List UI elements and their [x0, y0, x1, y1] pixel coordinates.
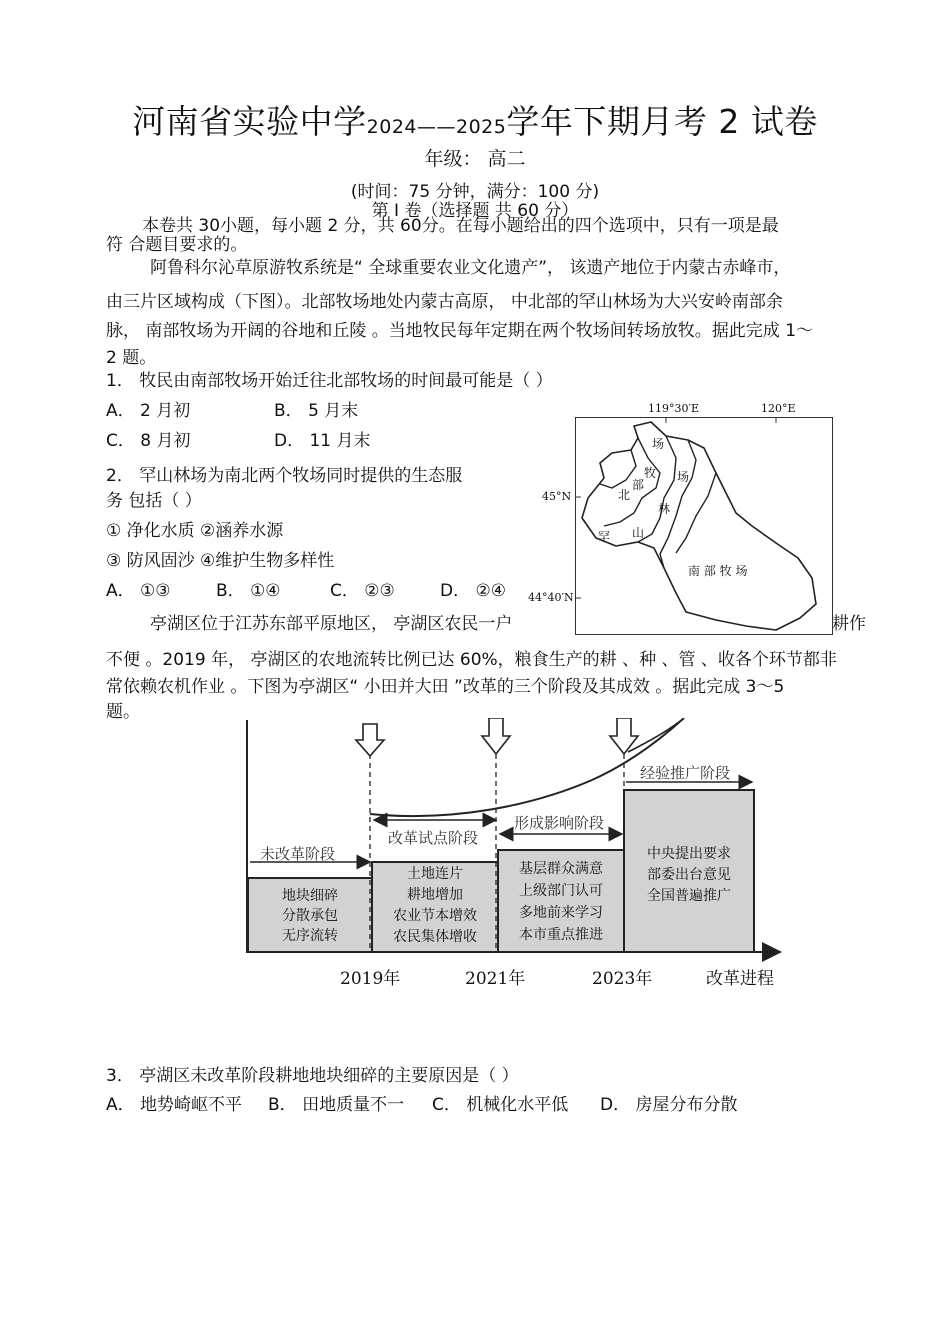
box-influence-line: 多地前来学习: [519, 905, 603, 921]
box-influence-line: 上级部门认可: [519, 883, 603, 899]
box-pilot-line: 农民集体增收: [393, 929, 477, 945]
stage-label-unreformed: 未改革阶段: [260, 845, 336, 863]
time-info: (时间：75 分钟，满分：100 分): [350, 182, 600, 202]
passage2-line4: 题。: [106, 702, 140, 722]
passage2-line1-end: 耕作: [832, 614, 866, 634]
title-term: 学年下期月考 2 试卷: [506, 102, 818, 141]
q2-option-b[interactable]: B． ①④: [216, 581, 281, 601]
year-label-2021: 2021年: [465, 969, 526, 989]
title-years: 2024——2025: [366, 116, 507, 138]
instructions-line2: 符 合题目要求的。: [106, 235, 248, 255]
passage1-line3: 脉， 南部牧场为开阔的谷地和丘陵 。当地牧民每年定期在两个牧场间转场放牧。据此完成 1～: [106, 321, 814, 341]
q3-option-a[interactable]: A． 地势崎岖不平: [106, 1095, 243, 1115]
box-unreformed-line: 分散承包: [282, 908, 338, 924]
map-label-pasture-char-1: 场: [652, 437, 665, 451]
map-longitude-1: 119°30′E: [648, 402, 700, 415]
box-unreformed: [248, 886, 372, 946]
q2-stem-line1: 2． 罕山林场为南北两个牧场同时提供的生态服: [106, 466, 463, 486]
stage-label-pilot: 改革试点阶段: [388, 829, 479, 847]
year-label-2019: 2019年: [340, 969, 401, 989]
map-outline: [576, 418, 832, 634]
map-label-forest-char-1: 罕: [598, 530, 611, 544]
q3-option-b[interactable]: B． 田地质量不一: [268, 1095, 405, 1115]
box-influence-line: 基层群众满意: [519, 861, 603, 877]
box-promotion: [624, 844, 754, 907]
axis-label-reform-progress: 改革进程: [706, 969, 774, 989]
box-unreformed-line: 地块细碎: [282, 888, 338, 904]
q3-option-c[interactable]: C． 机械化水平低: [432, 1095, 569, 1115]
map-label-forest-char-3: 林: [658, 502, 671, 516]
box-pilot-line: 耕地增加: [407, 887, 463, 903]
map-longitude-2: 120°E: [761, 402, 796, 415]
map-label-north-char-1: 北: [618, 488, 631, 502]
q2-option-a[interactable]: A． ①③: [106, 581, 171, 601]
stage-label-promotion: 经验推广阶段: [640, 764, 731, 782]
box-promotion-line: 部委出台意见: [647, 867, 731, 883]
box-influence-line: 本市重点推进: [519, 927, 603, 943]
box-promotion-line: 中央提出要求: [647, 846, 731, 862]
map-latitude-1: 45°N: [542, 490, 572, 503]
reform-stages-diagram: [232, 718, 802, 1000]
q3-stem: 3． 亭湖区未改革阶段耕地地块细碎的主要原因是（ ）: [106, 1066, 519, 1086]
section-title: 第 Ⅰ 卷（选择题 共 60 分）: [371, 201, 579, 221]
year-label-2023: 2023年: [592, 969, 653, 989]
map-label-forest-char-4: 场: [677, 470, 690, 484]
q2-option-c[interactable]: C． ②③: [330, 581, 395, 601]
q2-items-line1: ① 净化水质 ②涵养水源: [106, 521, 284, 541]
map-label-forest-char-2: 山: [632, 526, 645, 540]
passage1-line1: 阿鲁科尔沁草原游牧系统是“ 全球重要农业文化遗产”， 该遗产地位于内蒙古赤峰市，: [150, 258, 791, 278]
q1-option-b[interactable]: B． 5 月末: [274, 401, 359, 421]
box-pilot-line: 土地连片: [407, 866, 463, 882]
box-unreformed-line: 无序流转: [282, 928, 338, 944]
passage2-line3: 常依赖农机作业 。下图为亭湖区“ 小田并大田 ”改革的三个阶段及其成效 。据此完成 3～5: [106, 677, 785, 697]
grade-line: 年级： 高二: [424, 148, 526, 170]
exam-title: [0, 96, 950, 143]
passage1-line4: 2 题。: [106, 348, 157, 368]
box-pilot: [372, 864, 498, 948]
instructions-line1: 本卷共 30小题，每小题 2 分，共 60分。在每小题给出的四个选项中，只有一项是最: [142, 216, 779, 236]
passage2-line2: 不便 。2019 年， 亭湖区的农地流转比例已达 60%，粮食生产的耕 、种 、管 、收各个环节都非: [106, 650, 837, 670]
map-label-south-pasture: 南 部 牧 场: [688, 564, 748, 578]
q1-option-c[interactable]: C． 8 月初: [106, 431, 191, 451]
q2-option-d[interactable]: D． ②④: [440, 581, 506, 601]
box-influence: [498, 858, 624, 946]
q1-option-a[interactable]: A． 2 月初: [106, 401, 191, 421]
map-latitude-2: 44°40′N: [528, 591, 574, 604]
q2-stem-line2: 务 包括（ ）: [106, 491, 202, 511]
q1-stem: 1． 牧民由南部牧场开始迁往北部牧场的时间最可能是（ ）: [106, 371, 553, 391]
box-pilot-line: 农业节本增效: [393, 908, 477, 924]
q2-items-line2: ③ 防风固沙 ④维护生物多样性: [106, 551, 335, 571]
title-school: 河南省实验中学: [132, 102, 367, 141]
q3-option-d[interactable]: D． 房屋分布分散: [600, 1095, 738, 1115]
passage1-line2: 由三片区域构成（下图）。北部牧场地处内蒙古高原， 中北部的罕山林场为大兴安岭南部余: [106, 292, 783, 312]
map-label-pasture-char-2: 牧: [644, 466, 657, 480]
stage-label-influence: 形成影响阶段: [514, 814, 605, 832]
passage2-line1-start: 亭湖区位于江苏东部平原地区， 亭湖区农民一户: [150, 614, 513, 634]
pasture-map: [575, 417, 833, 635]
map-label-north-char-2: 部: [632, 478, 645, 492]
q1-option-d[interactable]: D． 11 月末: [274, 431, 371, 451]
box-promotion-line: 全国普遍推广: [647, 888, 731, 904]
